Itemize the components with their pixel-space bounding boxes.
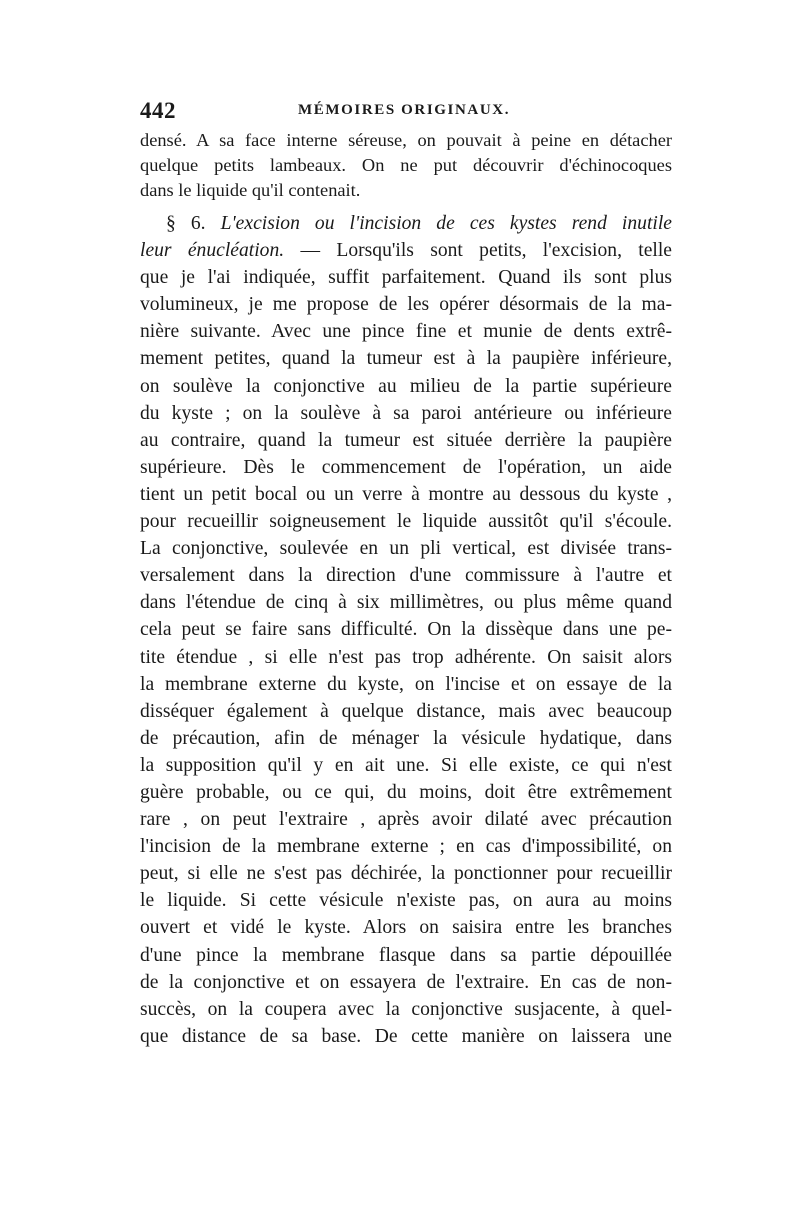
text-line: de précaution, afin de ménager la vésicule hydatique, dans — [140, 727, 672, 749]
text-line: disséquer également à quelque distance, mais avec beaucoup — [140, 700, 672, 722]
text-line: densé. A sa face interne séreuse, on pouvait à peine en détacher — [140, 130, 672, 150]
text-line: le liquide. Si cette vésicule n'existe pas, on aura au moins — [140, 890, 672, 912]
section-body — [140, 264, 672, 1050]
section-title: L'excision ou l'incision de ces kystes rend inutile — [220, 213, 672, 234]
text-line: que je l'ai indiquée, suffit parfaitement. Quand ils sont plus — [140, 267, 672, 289]
text-line: la supposition qu'il y en ait une. Si elle existe, ce qui n'est — [140, 754, 672, 776]
text-line: dans le liquide qu'il contenait. — [140, 180, 361, 200]
text-line: dans l'étendue de cinq à six millimètres, ou plus même quand — [140, 592, 672, 614]
text-line: La conjonctive, soulevée en un pli vertical, est divisée trans- — [140, 538, 672, 560]
text-line: d'une pince la membrane flasque dans sa partie dépouillée — [140, 944, 672, 966]
text-line: peut, si elle ne s'est pas déchirée, la ponctionner pour recueillir — [140, 863, 672, 885]
text-line: on soulève la conjonctive au milieu de la partie supérieure — [140, 375, 672, 397]
section-number: § 6. — [166, 213, 206, 234]
text-line: rare , on peut l'extraire , après avoir dilaté avec précaution — [140, 809, 672, 831]
text-line: du kyste ; on la soulève à sa paroi antérieure ou inférieure — [140, 402, 672, 424]
text-line: versalement dans la direction d'une commissure à l'autre et — [140, 565, 672, 587]
text-line: pour recueillir soigneusement le liquide aussitôt qu'il s'écoule. — [140, 511, 672, 533]
text-line: tient un petit bocal ou un verre à montre au dessous du kyste , — [140, 483, 672, 505]
text-line: au contraire, quand la tumeur est située derrière la paupière — [140, 429, 672, 451]
text-line: nière suivante. Avec une pince fine et munie de dents extrê- — [140, 321, 672, 343]
section-title-line — [140, 210, 672, 237]
text-line: l'incision de la membrane externe ; en cas d'impossibilité, on — [140, 836, 672, 858]
continued-paragraph — [140, 128, 672, 203]
page-header — [140, 98, 660, 128]
text-line: guère probable, ou ce qui, du moins, doit être extrêmement — [140, 781, 672, 803]
section-title-line — [140, 237, 672, 264]
text-line: mement petites, quand la tumeur est à la paupière inférieure, — [140, 348, 672, 370]
section-title-end: leur énucléation. — [140, 240, 285, 262]
section-paragraph — [140, 210, 672, 1050]
text-line: succès, on la coupera avec la conjonctive susjacente, à quel- — [140, 998, 672, 1020]
text-line: tite étendue , si elle n'est pas trop adhérente. On saisit alors — [140, 646, 672, 668]
text-line: cela peut se faire sans difficulté. On la dissèque dans une pe- — [140, 619, 672, 641]
page-number: 442 — [140, 98, 176, 123]
text-line: volumineux, je me propose de les opérer désormais de la ma- — [140, 294, 672, 316]
section-text-start: — Lorsqu'ils sont petits, l'excision, telle — [284, 240, 672, 262]
running-head: MÉMOIRES ORIGINAUX. — [298, 102, 511, 118]
text-line: de la conjonctive et on essayera de l'extraire. En cas de non- — [140, 971, 672, 993]
text-line: quelque petits lambeaux. On ne put découvrir d'échinocoques — [140, 155, 672, 175]
text-line: que distance de sa base. De cette manière on laissera une — [140, 1025, 672, 1047]
text-line: la membrane externe du kyste, on l'incise et on essaye de la — [140, 673, 672, 695]
text-line: supérieure. Dès le commencement de l'opération, un aide — [140, 456, 672, 478]
text-line: ouvert et vidé le kyste. Alors on saisira entre les branches — [140, 917, 672, 939]
